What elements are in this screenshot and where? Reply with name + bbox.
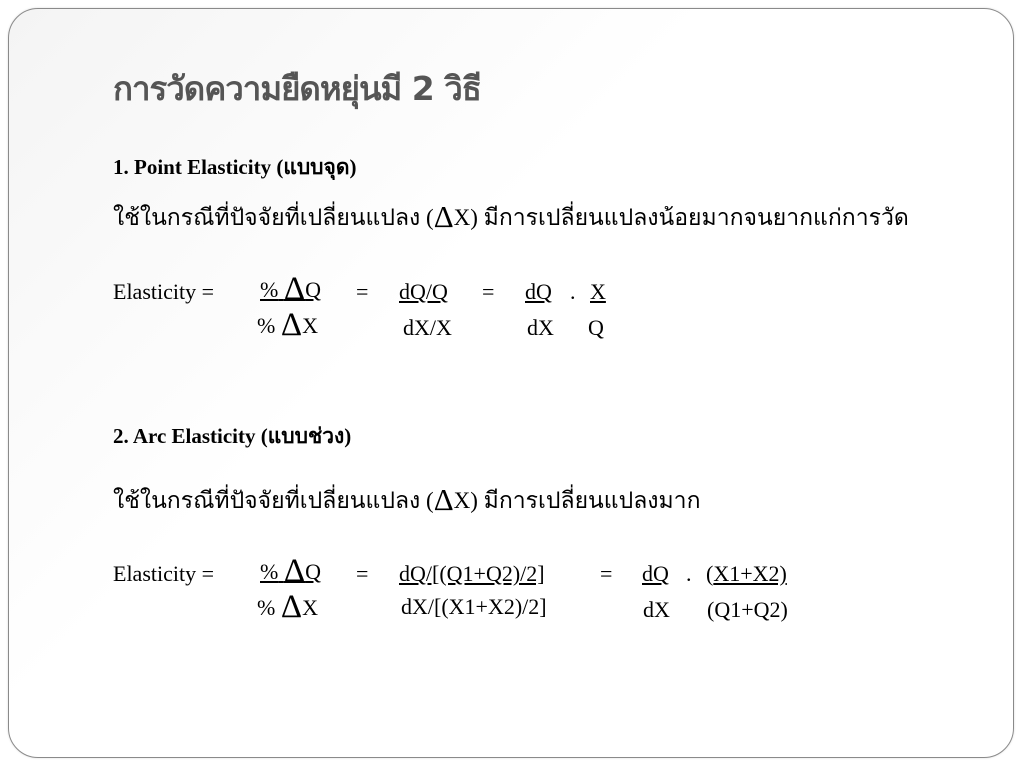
numerator-pct-delta-q: % ΔQ	[260, 553, 321, 589]
delta-symbol: Δ	[433, 482, 454, 517]
numerator-x: X	[590, 279, 606, 304]
numerator-dq-over-q: dQ/Q	[399, 279, 448, 304]
numerator-dq: dQ	[525, 279, 552, 304]
formula-label: Elasticity =	[113, 279, 214, 304]
point-elasticity-heading: 1. Point Elasticity (แบบจุด)	[113, 155, 357, 179]
denominator-dx: dX	[527, 315, 554, 340]
equals-sign: =	[356, 279, 369, 304]
point-desc-var: X)	[453, 205, 478, 230]
equals-sign: =	[356, 561, 369, 586]
arc-desc-var: X)	[453, 488, 478, 513]
equals-sign: =	[600, 561, 613, 586]
denominator-dx: dX	[643, 597, 670, 622]
denominator-dx-over-midpoint-x: dX/[(X1+X2)/2]	[401, 594, 547, 619]
dot-operator: .	[570, 279, 576, 304]
arc-elasticity-heading: 2. Arc Elasticity (แบบช่วง)	[113, 424, 352, 448]
denominator-dx-over-x: dX/X	[403, 315, 452, 340]
arc-elasticity-description	[113, 483, 701, 519]
slide-title: การวัดความยืดหยุ่นมี 2 วิธี	[113, 69, 481, 108]
arc-desc-before: ใช้ในกรณีที่ปัจจัยที่เปลี่ยนแปลง (	[113, 488, 434, 513]
denominator-q: Q	[588, 315, 604, 340]
equals-sign: =	[482, 279, 495, 304]
numerator-pct-delta-q: % ΔQ	[260, 271, 321, 307]
arc-desc-after: มีการเปลี่ยนแปลงมาก	[477, 488, 701, 513]
point-elasticity-description	[113, 200, 909, 236]
numerator-dq-over-midpoint-q: dQ/[(Q1+Q2)/2]	[399, 561, 545, 586]
point-desc-before: ใช้ในกรณีที่ปัจจัยที่เปลี่ยนแปลง (	[113, 205, 434, 230]
dot-operator: .	[686, 561, 692, 586]
delta-symbol: Δ	[433, 199, 454, 234]
point-desc-after: มีการเปลี่ยนแปลงน้อยมากจนยากแก่การวัด	[477, 205, 909, 230]
denominator-q1-plus-q2: (Q1+Q2)	[707, 597, 788, 622]
slide-frame	[8, 8, 1014, 758]
formula-label: Elasticity =	[113, 561, 214, 586]
denominator-pct-delta-x: % ΔX	[257, 307, 318, 343]
numerator-dq: dQ	[642, 561, 669, 586]
numerator-x1-plus-x2: (X1+X2)	[706, 561, 787, 586]
denominator-pct-delta-x: % ΔX	[257, 589, 318, 625]
